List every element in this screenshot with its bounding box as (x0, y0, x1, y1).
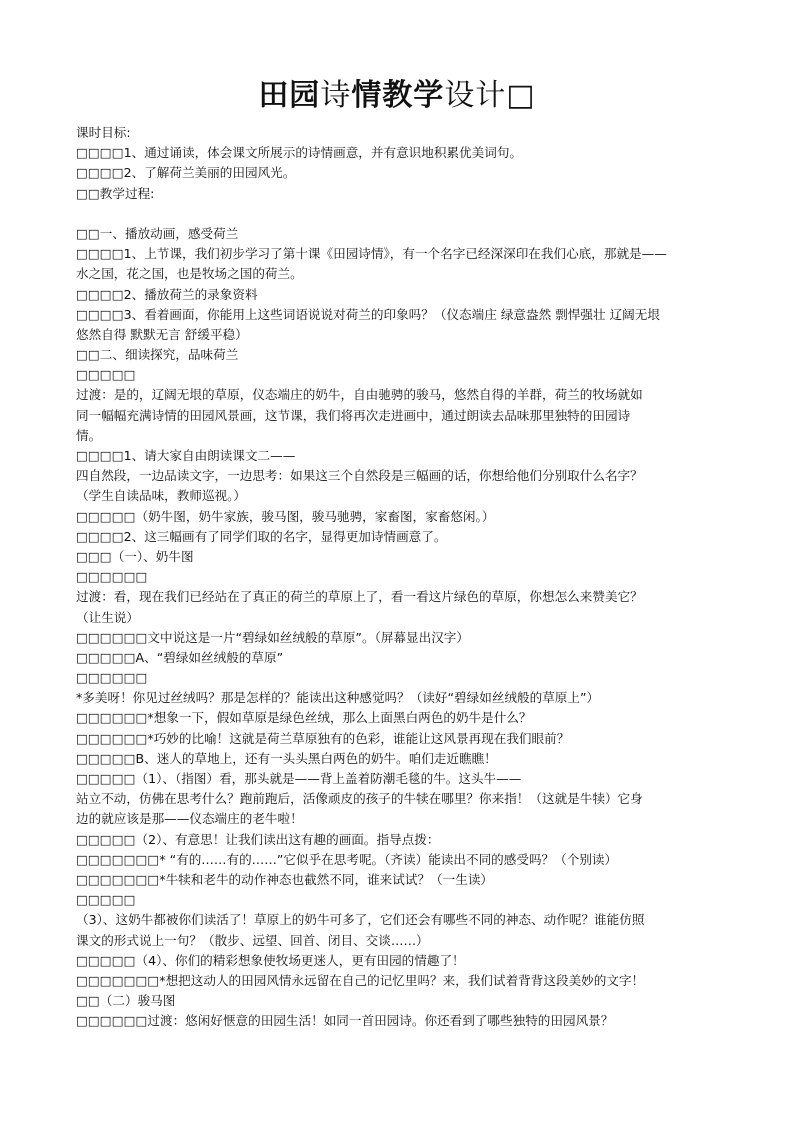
text-line: □□□□□□*巧妙的比喻！这就是荷兰草原独有的色彩，谁能让这风景再现在我们眼前？ (76, 730, 570, 746)
text-line: □□□□□A、“碧绿如丝绒般的草原” (76, 649, 284, 665)
text-line: 四自然段，一边品读文字，一边思考：如果这三个自然段是三幅画的话，你想给他们分别取什么名字？ (76, 468, 643, 484)
text-line: □□□□□□□*想把这动人的田园风情永远留在自己的记忆里吗？来，我们试着背背这段美妙的文字！ (76, 972, 645, 988)
text-line: □□□□□□ (76, 670, 148, 686)
text-line: 站立不动，仿佛在思考什么？跑前跑后，活像顽皮的孩子的牛犊在哪里？你来指！（这就是牛犊）它身 (76, 791, 643, 807)
text-line (76, 204, 726, 224)
text-line: □□□□□□过渡：悠闲好惬意的田园生活！如同一首田园诗。你还看到了哪些独特的田园风景？ (76, 1013, 614, 1029)
text-line: □□□□□□□* “有的……有的……”它似乎在思考呢。（齐读）能读出不同的感受吗？（个别读） (76, 851, 618, 867)
text-line: □□□（一）、奶牛图 (76, 548, 194, 564)
text-line: □□□□□□□*牛犊和老牛的动作神态也截然不同，谁来试试？（一生读） (76, 871, 494, 887)
text-line: *多美呀！你见过丝绒吗？那是怎样的？能读出这种感觉吗？（读好“碧绿如丝绒般的草原上”） (76, 690, 600, 706)
page-title (0, 78, 794, 114)
text-line: 课文的形式说上一句？（散步、远望、回首、闭目、交谈……） (76, 932, 429, 948)
text-line: 情。 (76, 427, 102, 443)
text-line: □□□□□□ (76, 569, 148, 585)
text-line: 过渡：是的，辽阔无垠的草原，仪态端庄的奶牛，自由驰骋的骏马，悠然自得的羊群，荷兰的牧场就如 (76, 387, 643, 403)
text-line: □□□□□□*想象一下，假如草原是绿色丝绒，那么上面黑白两色的奶牛是什么？ (76, 710, 532, 726)
text-line: □□□□3、看着画面，你能用上这些词语说说对荷兰的印象吗？（仪态端庄 绿意盎然 剽悍强壮 辽阔无垠 (76, 306, 660, 322)
text-line: □□□□2、了解荷兰美丽的田园风光。 (76, 165, 296, 181)
text-line: □□二、细读探究，品味荷兰 (76, 347, 239, 363)
text-line: □□□□□ (76, 892, 136, 908)
text-line: □□□□□（奶牛图，奶牛家族，骏马图，骏马驰骋，家畜图，家畜悠闲。） (76, 508, 495, 524)
text-line: 同一幅幅充满诗情的田园风景画，这节课，我们将再次走进画中，通过朗读去品味那里独特的田园诗 (76, 407, 631, 423)
text-line: （3）、这奶牛都被你们读活了！草原上的奶牛可多了，它们还会有哪些不同的神态、动作呢？谁能仿照 (76, 912, 645, 928)
text-line: □□□□□B、迷人的草地上，还有一头头黑白两色的奶牛。咱们走近瞧瞧！ (76, 750, 497, 766)
text-line: □□□□□（4）、你们的精彩想象使牧场更迷人，更有田园的情趣了！ (76, 952, 465, 968)
text-line: （让生说） (76, 609, 139, 625)
document-body (76, 123, 726, 1031)
title-part-3: 情教学 (351, 78, 445, 113)
title-part-4: 设计□ (444, 78, 536, 113)
text-line: □□□□□□文中说这是一片“碧绿如丝绒般的草原”。（屏幕显出汉字） (76, 629, 469, 645)
text-line: □□□□□ (76, 367, 136, 383)
text-line: □□一、播放动画，感受荷兰 (76, 225, 239, 241)
text-line: □□□□1、上节课，我们初步学习了第十课《田园诗情》，有一个名字已经深深印在我们心底，那就是—— (76, 246, 667, 262)
text-line: 课时目标: (76, 125, 131, 140)
text-line: □□□□□（2）、有意思！让我们读出这有趣的画面。指导点拨： (76, 831, 440, 847)
text-line: □□□□□（1）、（指图）看，那头就是——背上盖着防潮毛毯的牛。这头牛—— (76, 771, 522, 786)
title-part-2: 诗 (320, 78, 352, 113)
text-line: 过渡：看，现在我们已经站在了真正的荷兰的草原上了，看一看这片绿色的草原，你想怎么来赞美它？ (76, 589, 643, 605)
text-line: □□□□1、请大家自由朗读课文二—— (76, 448, 296, 463)
text-line: □□□□1、通过诵读，体会课文所展示的诗情画意，并有意识地积累优美词句。 (76, 145, 523, 161)
text-line: □□教学过程: (76, 185, 155, 201)
text-line: （学生自读品味，教师巡视。） (76, 488, 247, 504)
text-line: 悠然自得 默默无言 舒缓平稳） (76, 326, 248, 342)
text-line: 水之国，花之国，也是牧场之国的荷兰。 (76, 266, 303, 282)
text-line: □□□□2、播放荷兰的录象资料 (76, 286, 258, 302)
text-line: □□（二）骏马图 (76, 993, 176, 1009)
title-part-1: 田园 (258, 78, 321, 113)
text-line: □□□□2、这三幅画有了同学们取的名字，显得更加诗情画意了。 (76, 528, 447, 544)
text-line: 边的就应该是那——仪态端庄的老牛啦！ (76, 811, 303, 827)
